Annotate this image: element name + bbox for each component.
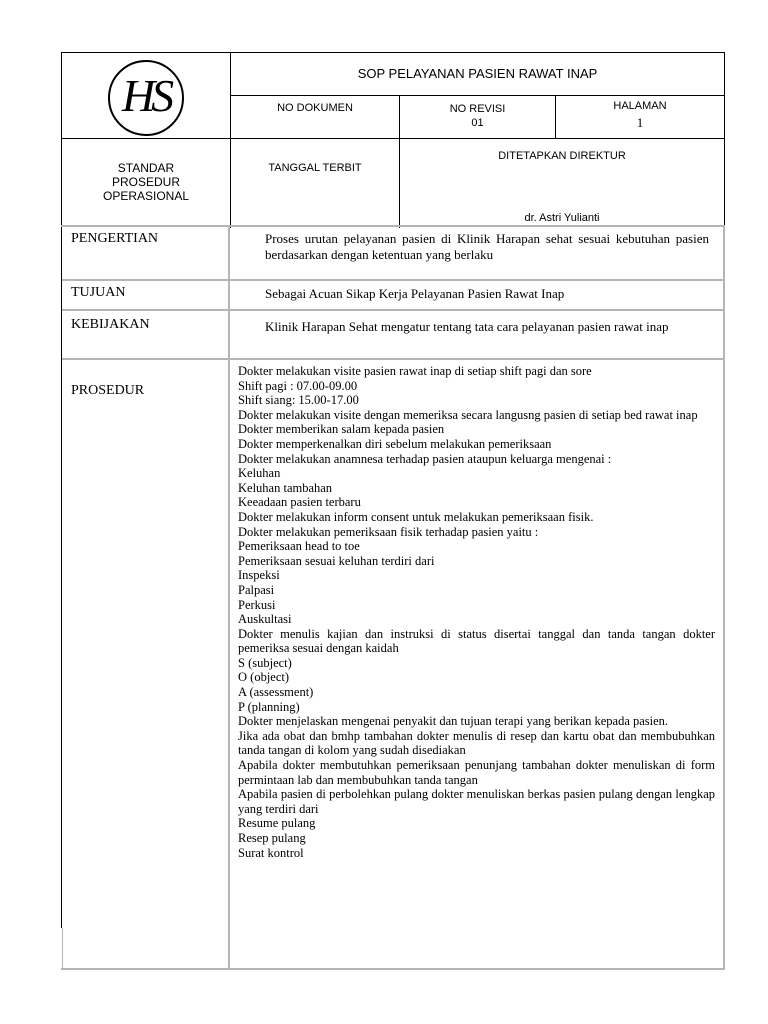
prosedur-line: Resume pulang: [238, 816, 316, 831]
prosedur-line: Shift siang: 15.00-17.00: [238, 393, 359, 408]
prosedur-line: Keeadaan pasien terbaru: [238, 495, 361, 510]
prosedur-line: Dokter memperkenalkan diri sebelum melakukan pemeriksaan: [238, 436, 552, 451]
prosedur-line: Shift pagi : 07.00-09.00: [238, 378, 358, 393]
prosedur-line: Auskultasi: [238, 612, 292, 627]
pengertian-text: Proses urutan pelayanan pasien di Klinik Harapan sehat sesuai kebutuhan pasien berdasarkan dengan ketentuan yang berlaku: [265, 231, 709, 262]
prosedur-line: Dokter menjelaskan mengenai penyakit dan tujuan terapi yang berikan kepada pasien.: [238, 714, 669, 729]
prosedur-line: Keluhan tambahan: [238, 480, 333, 495]
prosedur-line: Dokter melakukan anamnesa terhadap pasien ataupun keluarga mengenai :: [238, 451, 612, 466]
kebijakan-label: KEBIJAKAN: [71, 317, 150, 332]
prosedur-line: Resep pulang: [238, 831, 306, 845]
prosedur-line: A (assessment): [238, 685, 314, 700]
ditetapkan-label: DITETAPKAN DIREKTUR: [498, 150, 626, 162]
no-revisi-label: NO REVISI: [449, 103, 506, 115]
halaman-label: HALAMAN: [613, 100, 667, 112]
hs-logo: [108, 60, 184, 136]
prosedur-label: PROSEDUR: [71, 383, 145, 398]
tanggal-terbit-label: TANGGAL TERBIT: [268, 162, 362, 174]
prosedur-line: Dokter menulis kajian dan instruksi di status disertai tanggal dan tanda tangan dokter pemeriksa sesuai dengan kaidah: [238, 626, 715, 656]
prosedur-line: Dokter melakukan visite dengan memeriksa secara langusng pasien di setiap bed rawat inap: [238, 407, 698, 422]
document-title: SOP PELAYANAN PASIEN RAWAT INAP: [357, 66, 598, 81]
prosedur-line: Dokter memberikan salam kepada pasien: [238, 422, 445, 437]
prosedur-line: Apabila dokter membutuhkan pemeriksaan penunjang tambahan dokter menuliskan di form permintaan lab dan membubuhkan tanda tangan: [238, 758, 715, 787]
no-revisi-value: 01: [471, 117, 484, 129]
halaman-value: 1: [636, 115, 644, 130]
prosedur-line: Dokter melakukan inform consent untuk melakukan pemeriksaan fisik.: [238, 509, 594, 524]
standar-prosedur-label: STANDAR PROSEDUR OPERASIONAL: [102, 161, 190, 203]
prosedur-line: Dokter melakukan pemeriksaan fisik terhadap pasien yaitu :: [238, 524, 539, 539]
no-dokumen-label: NO DOKUMEN: [277, 102, 353, 114]
prosedur-line: Apabila pasien di perbolehkan pulang dokter menuliskan berkas pasien pulang dengan lengkap yang terdiri dari: [238, 787, 715, 816]
kebijakan-text: Klinik Harapan Sehat mengatur tentang tata cara pelayanan pasien rawat inap: [265, 319, 669, 334]
pengertian-label: PENGERTIAN: [71, 231, 159, 246]
prosedur-line: Surat kontrol: [238, 845, 304, 860]
logo-text: HS: [121, 70, 171, 121]
prosedur-line: Dokter melakukan visite pasien rawat inap di setiap shift pagi dan sore: [238, 364, 592, 378]
prosedur-line: Pemeriksaan sesuai keluhan terdiri dari: [238, 553, 435, 568]
prosedur-line: O (object): [238, 670, 290, 685]
prosedur-line: Pemeriksaan head to toe: [238, 539, 360, 554]
direktur-name: dr. Astri Yulianti: [524, 212, 600, 224]
prosedur-line: P (planning): [238, 699, 300, 714]
prosedur-line: Inspeksi: [238, 568, 280, 583]
prosedur-line: Keluhan: [238, 466, 281, 481]
prosedur-list: [238, 364, 715, 860]
tujuan-text: Sebagai Acuan Sikap Kerja Pelayanan Pasien Rawat Inap: [265, 286, 565, 301]
tujuan-label: TUJUAN: [71, 285, 126, 300]
prosedur-line: S (subject): [238, 655, 292, 670]
prosedur-line: Perkusi: [238, 597, 276, 612]
prosedur-line: Palpasi: [238, 582, 275, 597]
prosedur-line: Jika ada obat dan bmhp tambahan dokter menulis di resep dan kartu obat dan membubuhkan tanda tangan di kolom yang sudah disediakan: [238, 728, 715, 758]
